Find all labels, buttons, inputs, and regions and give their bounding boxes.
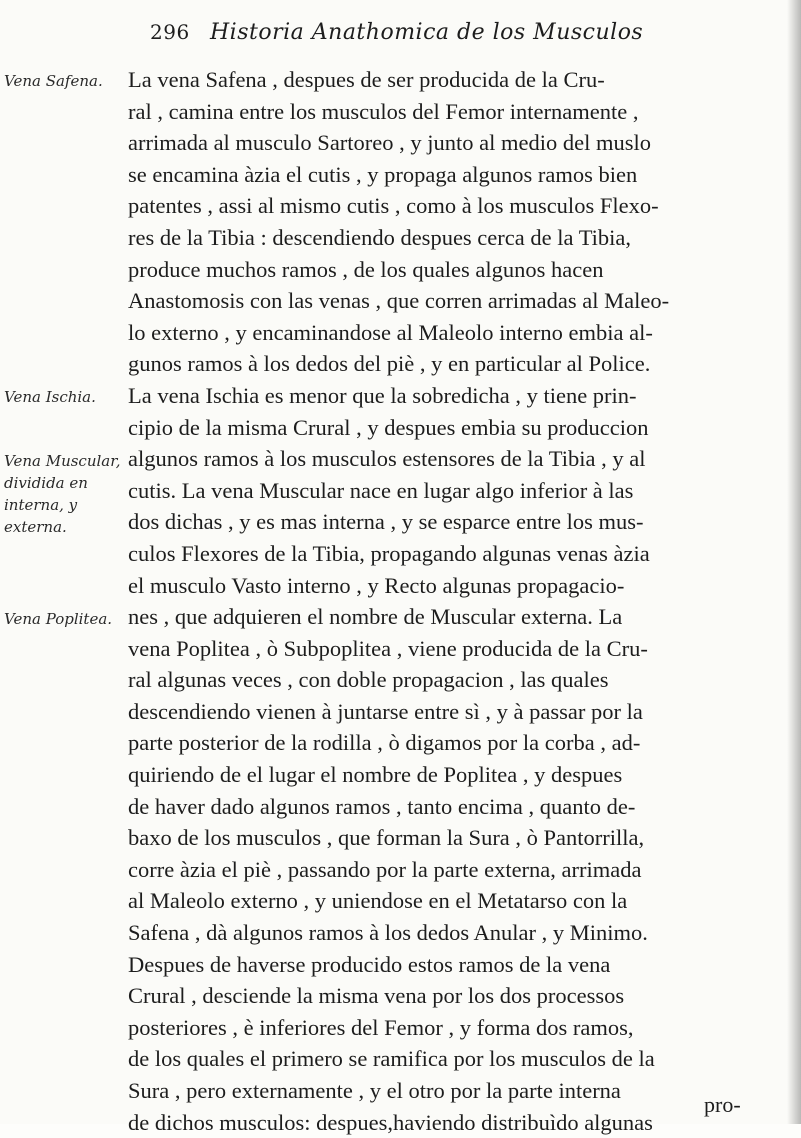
text-line: res de la Tibia : descendiendo despues cerca de la Tibia,	[128, 224, 632, 250]
text-line: gunos ramos à los dedos del piè , y en particular al Police.	[128, 351, 651, 377]
text-line: cutis. La vena Muscular nace en lugar algo inferior à las	[128, 477, 634, 503]
text-line: cipio de la misma Crural , y despues embia su produccion	[128, 414, 649, 440]
text-line: ral , camina entre los musculos del Femor internamente ,	[128, 98, 639, 124]
text-line: Despues de haverse producido estos ramos de la vena	[128, 951, 611, 977]
text-line: patentes , assi al mismo cutis , como à los musculos Flexo-	[128, 193, 659, 219]
body-text	[128, 64, 778, 1138]
text-line: dos dichas , y es mas interna , y se esparce entre los mus-	[128, 509, 644, 535]
text-line: La vena Safena , despues de ser producida de la Cru-	[128, 67, 605, 92]
text-line: arrimada al musculo Sartoreo , y junto al medio del muslo	[128, 130, 652, 156]
text-line: al Maleolo externo , y uniendose en el Metatarso con la	[128, 888, 628, 914]
text-line: lo externo , y encaminandose al Maleolo interno embia al-	[128, 319, 653, 345]
text-line: parte posterior de la rodilla , ò digamos por la corba , ad-	[128, 730, 641, 756]
text-line: Crural , desciende la misma vena por los dos processos	[128, 983, 625, 1009]
text-line: ral algunas veces , con doble propagacion , las quales	[128, 667, 609, 693]
text-line: Sura , pero externamente , y el otro por la parte interna	[128, 1078, 621, 1103]
text-line: algunos ramos à los musculos estensores de la Tibia , y al	[128, 446, 646, 472]
text-line: corre àzia el piè , passando por la parte externa, arrimada	[128, 856, 642, 882]
text-line: de dichos musculos: despues,haviendo distribuìdo algunas	[128, 1109, 653, 1135]
page-header	[150, 16, 790, 56]
text-line: el musculo Vasto interno , y Recto algunas propagacio-	[128, 572, 625, 598]
page-edge-shadow	[787, 0, 801, 1124]
text-line: de los quales el primero se ramifica por los musculos de la	[128, 1046, 655, 1072]
margin-note-poplitea: Vena Poplitea.	[4, 610, 113, 628]
text-line: culos Flexores de la Tibia, propagando algunas venas àzia	[128, 540, 650, 566]
text-line: Safena , dà algunos ramos à los dedos Anular , y Minimo.	[128, 920, 648, 946]
text-line: baxo de los musculos , que forman la Sura , ò Pantorrilla,	[128, 825, 645, 851]
text-line: vena Poplitea , ò Subpoplitea , viene producida de la Cru-	[128, 635, 648, 661]
text-line: La vena Ischia es menor que la sobredicha , y tiene prin-	[128, 382, 637, 408]
margin-note-muscular: Vena Muscular, dividida en interna, y externa.	[4, 452, 121, 536]
text-line: se encamina àzia el cutis , y propaga algunos ramos bien	[128, 161, 638, 187]
page-number: 296	[150, 20, 190, 44]
text-line: nes , que adquieren el nombre de Muscular externa. La	[128, 604, 623, 630]
running-title: Historia Anathomica de los Musculos	[210, 20, 644, 45]
margin-note-safena: Vena Safena.	[4, 72, 103, 90]
text-line: Anastomosis con las venas , que corren arrimadas al Maleo-	[128, 288, 670, 314]
text-line: quiriendo de el lugar el nombre de Poplitea , y despues	[128, 762, 623, 788]
margin-note-ischia: Vena Ischia.	[4, 388, 96, 406]
text-line: produce muchos ramos , de los quales algunos hacen	[128, 256, 604, 282]
text-line: de haver dado algunos ramos , tanto encima , quanto de-	[128, 793, 636, 819]
catchword: pro-	[704, 1092, 741, 1117]
text-line: posteriores , è inferiores del Femor , y forma dos ramos,	[128, 1014, 634, 1040]
text-line: descendiendo vienen à juntarse entre sì , y à passar por la	[128, 698, 643, 724]
